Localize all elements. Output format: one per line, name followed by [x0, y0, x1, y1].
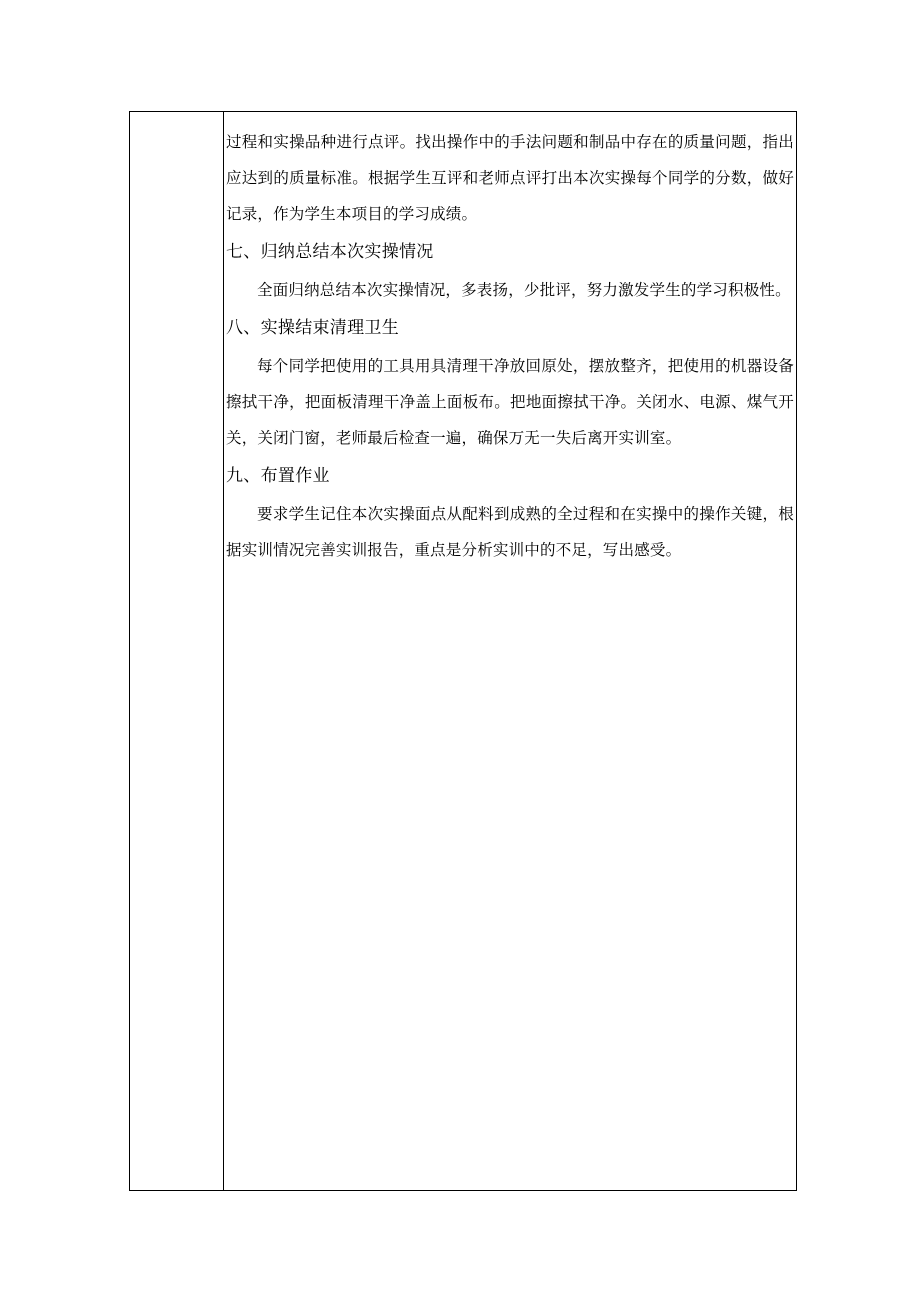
table-left-column — [130, 112, 224, 1190]
content-table — [129, 111, 797, 1191]
section-body-7: 全面归纳总结本次实操情况，多表扬，少批评，努力激发学生的学习积极性。 — [257, 281, 791, 299]
intro-paragraph: 过程和实操品种进行点评。找出操作中的手法问题和制品中存在的质量问题，指出应达到的质量标准。根据学生互评和老师点评打出本次实操每个同学的分数，做好记录，作为学生本项目的学习成绩。 — [226, 133, 794, 223]
section-heading-7: 七、归纳总结本次实操情况 — [226, 242, 434, 262]
section-heading-8: 八、实操结束清理卫生 — [226, 318, 399, 338]
section-heading-9: 九、布置作业 — [226, 466, 330, 486]
section-body-8: 每个同学把使用的工具用具清理干净放回原处，摆放整齐，把使用的机器设备擦拭干净，把面板清理干净盖上面板布。把地面擦拭干净。关闭水、电源、煤气开关，关闭门窗，老师最后检查一遍，确保万无一失后离开实训室。 — [226, 357, 794, 447]
section-body-9: 要求学生记住本次实操面点从配料到成熟的全过程和在实操中的操作关键，根据实训情况完善实训报告，重点是分析实训中的不足，写出感受。 — [226, 505, 794, 559]
table-content-cell — [224, 124, 796, 568]
